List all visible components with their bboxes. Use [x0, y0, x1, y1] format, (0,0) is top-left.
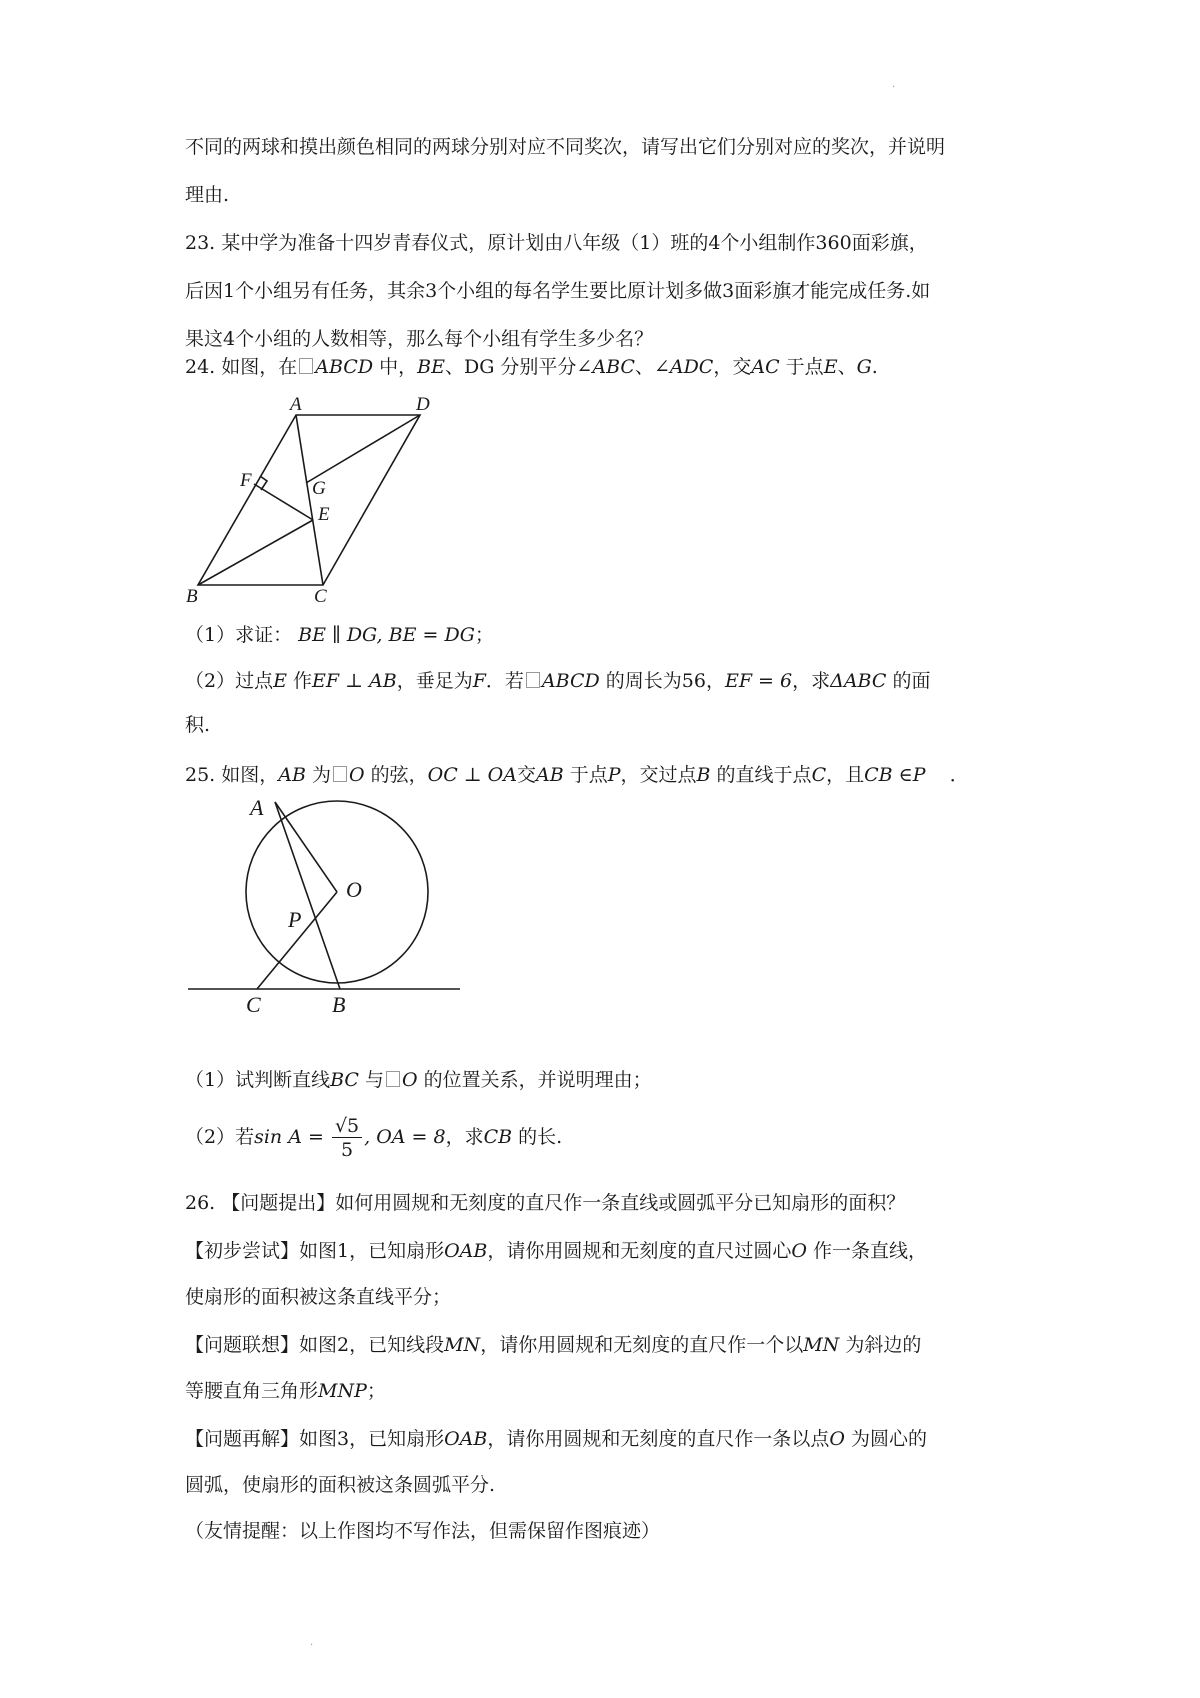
- q24-part2-line1: （2）过点E 作EF ⊥ AB，垂足为F．若 ABCD 的周长为56，EF = 6，求ΔABC 的面: [185, 670, 931, 692]
- q25-part2: （2）若sin A = $\frac{√5}{5}$ , OA = 8，求CB 的长.: [185, 1114, 563, 1161]
- q25-part1: （1）试判断直线BC 与 O 的位置关系，并说明理由；: [185, 1069, 652, 1091]
- label-a: A: [250, 795, 264, 820]
- label-b: B: [332, 992, 346, 1017]
- label-c: C: [246, 992, 261, 1017]
- q26-line6: 【问题再解】如图3，已知扇形OAB，请你用圆规和无刻度的直尺作一条以点O 为圆心的: [185, 1428, 927, 1450]
- q24-part1: （1）求证： BE ∥ DG, BE = DG；: [185, 624, 494, 646]
- label-e: E: [318, 504, 330, 525]
- q26-line1: 26. 【问题提出】如何用圆规和无刻度的直尺作一条直线或圆弧平分已知扇形的面积？: [185, 1192, 906, 1214]
- q23-line2: 后因1个小组另有任务，其余3个小组的每名学生要比原计划多做3面彩旗才能完成任务.如: [185, 280, 931, 302]
- q22-line1: 不同的两球和摸出颜色相同的两球分别对应不同奖次，请写出它们分别对应的奖次，并说明: [185, 136, 946, 158]
- q23-line3: 果这4个小组的人数相等，那么每个小组有学生多少名？: [185, 328, 654, 350]
- q26-line5: 等腰直角三角形MNP；: [185, 1380, 386, 1402]
- q26-line4: 【问题联想】如图2，已知线段MN，请你用圆规和无刻度的直尺作一个以MN 为斜边的: [185, 1334, 922, 1356]
- q26-line7: 圆弧，使扇形的面积被这条圆弧平分.: [185, 1474, 496, 1496]
- label-g: G: [312, 478, 326, 499]
- q25-stem: 25. 如图，AB 为 O 的弦，OC ⊥ OA交AB 于点P，交过点B 的直线于点C，且CB ∈P ．: [185, 764, 969, 786]
- label-p: P: [288, 907, 302, 932]
- label-f: F: [240, 470, 252, 491]
- q26-line3: 使扇形的面积被这条直线平分；: [185, 1286, 452, 1308]
- q22-line2: 理由.: [185, 184, 230, 206]
- fraction-sqrt5-over-5: $\frac{√5}{5}$: [332, 1115, 362, 1162]
- q24-part2-line2: 积.: [185, 714, 211, 736]
- label-c: C: [314, 586, 327, 607]
- label-b: B: [186, 586, 198, 607]
- q26-line8: （友情提醒：以上作图均不写作法，但需保留作图痕迹）: [185, 1520, 661, 1542]
- scan-dot: ·: [310, 1640, 314, 1651]
- label-a: A: [290, 394, 302, 415]
- scan-dot: ·: [892, 82, 896, 93]
- q24-stem: 24. 如图，在 ABCD 中，BE、DG 分别平分∠ABC、∠ADC，交AC 于点E、G.: [185, 356, 878, 378]
- chord-ab: [275, 802, 340, 989]
- label-o: O: [346, 877, 362, 902]
- radius-oa: [275, 802, 337, 892]
- q26-line2: 【初步尝试】如图1，已知扇形OAB，请你用圆规和无刻度的直尺过圆心O 作一条直线，: [185, 1240, 927, 1262]
- circle-symbol-icon: [386, 1071, 400, 1087]
- label-d: D: [416, 394, 430, 415]
- q23-line1: 23. 某中学为准备十四岁青春仪式，原计划由八年级（1）班的4个小组制作360面彩旗，: [185, 232, 928, 254]
